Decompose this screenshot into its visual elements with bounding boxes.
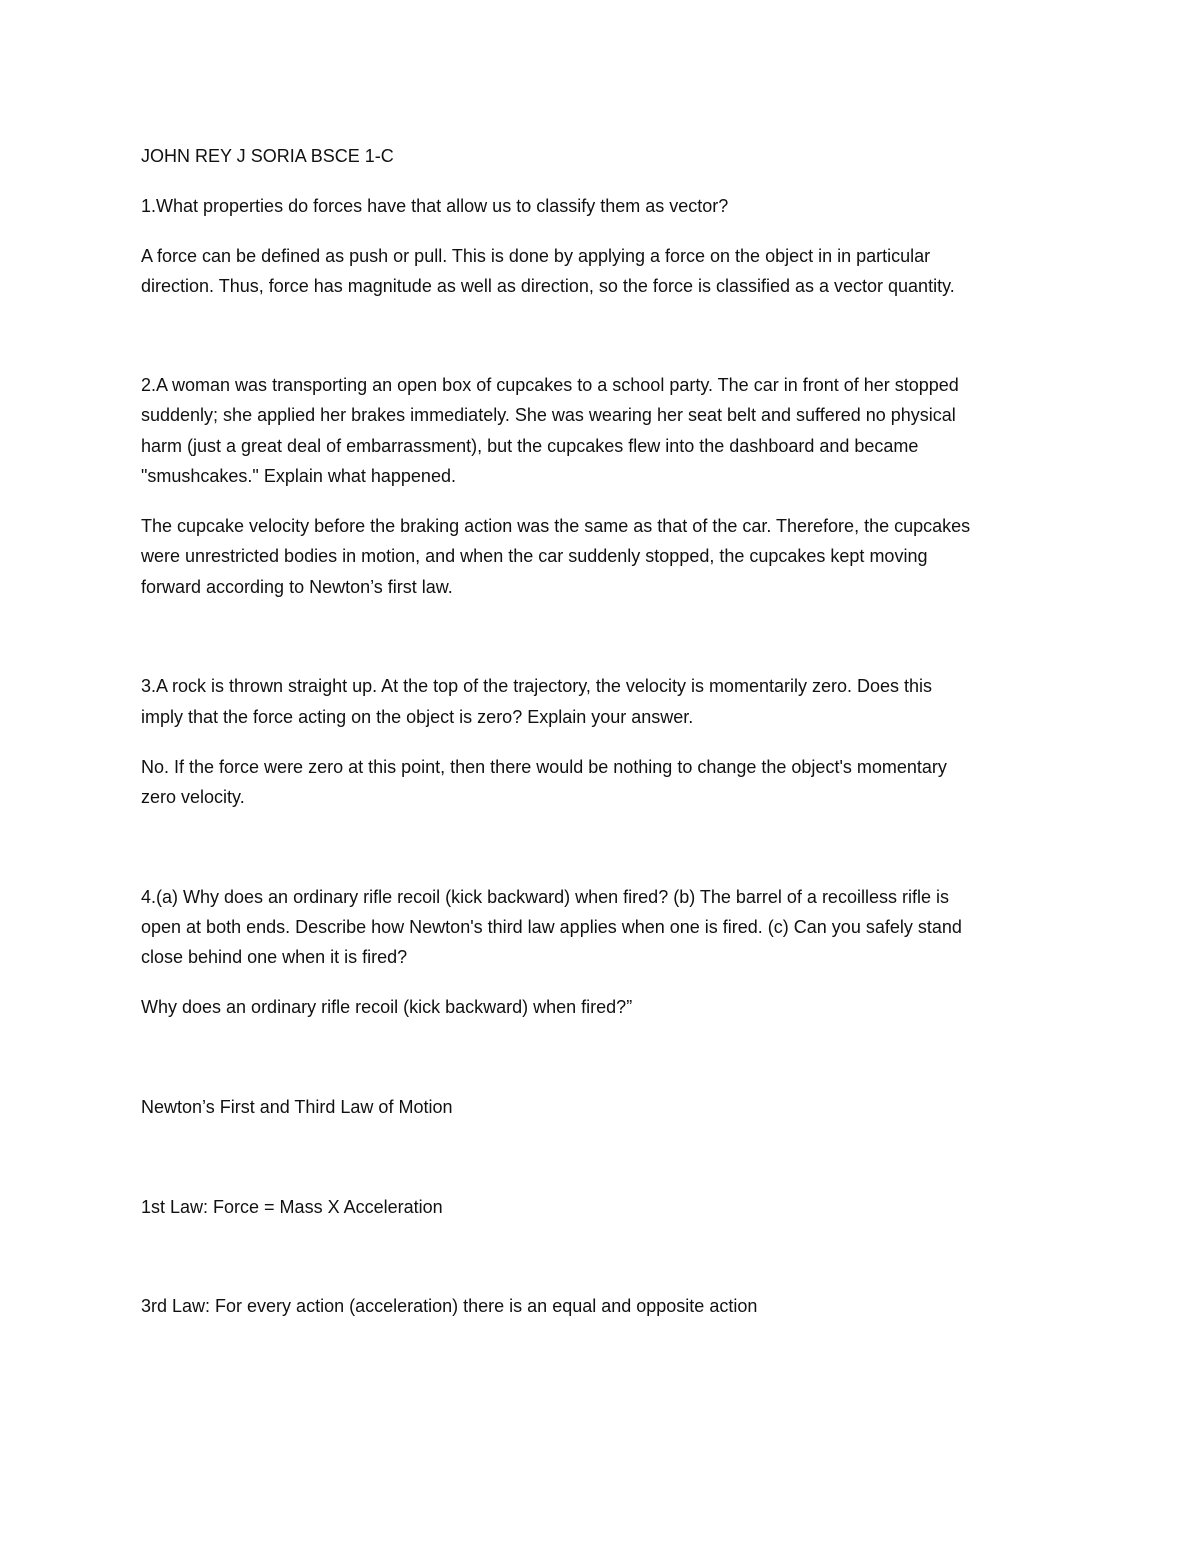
answer-3-line-1: No. If the force were zero at this point, then there would be nothing to change the object's momentary bbox=[141, 757, 947, 777]
question-3-line-2: imply that the force acting on the object is zero? Explain your answer. bbox=[141, 707, 694, 727]
question-2-line-2: suddenly; she applied her brakes immediately. She was wearing her seat belt and suffered no physical bbox=[141, 405, 956, 425]
student-header: JOHN REY J SORIA BSCE 1-C bbox=[141, 146, 394, 166]
question-1: 1.What properties do forces have that allow us to classify them as vector? bbox=[141, 196, 729, 216]
answer-2-line-1: The cupcake velocity before the braking action was the same as that of the car. Therefore, the cupcakes bbox=[141, 516, 971, 536]
question-4-line-1: 4.(a) Why does an ordinary rifle recoil (kick backward) when fired? (b) The barrel of a recoilless rifle is bbox=[141, 887, 949, 907]
answer-1-line-1: A force can be defined as push or pull. This is done by applying a force on the object in in particular bbox=[141, 246, 931, 266]
answer-4-line: Why does an ordinary rifle recoil (kick backward) when fired?” bbox=[141, 997, 633, 1017]
answer-2-line-2: were unrestricted bodies in motion, and when the car suddenly stopped, the cupcakes kept moving bbox=[141, 546, 928, 566]
question-4-line-3: close behind one when it is fired? bbox=[141, 947, 408, 967]
question-2-line-3: harm (just a great deal of embarrassment), but the cupcakes flew into the dashboard and became bbox=[141, 436, 919, 456]
answer-2-line-3: forward according to Newton’s first law. bbox=[141, 577, 453, 597]
question-3-line-1: 3.A rock is thrown straight up. At the top of the trajectory, the velocity is momentarily zero. Does this bbox=[141, 676, 933, 696]
laws-heading: Newton’s First and Third Law of Motion bbox=[141, 1097, 453, 1117]
answer-1-line-2: direction. Thus, force has magnitude as well as direction, so the force is classified as a vector quantity. bbox=[141, 276, 955, 296]
question-2-line-1: 2.A woman was transporting an open box of cupcakes to a school party. The car in front of her stopped bbox=[141, 375, 959, 395]
question-2-line-4: "smushcakes." Explain what happened. bbox=[141, 466, 456, 486]
question-4-line-2: open at both ends. Describe how Newton's third law applies when one is fired. (c) Can you safely stand bbox=[141, 917, 962, 937]
answer-3-line-2: zero velocity. bbox=[141, 787, 245, 807]
first-law: 1st Law: Force = Mass X Acceleration bbox=[141, 1197, 443, 1217]
third-law: 3rd Law: For every action (acceleration) there is an equal and opposite action bbox=[141, 1296, 758, 1316]
